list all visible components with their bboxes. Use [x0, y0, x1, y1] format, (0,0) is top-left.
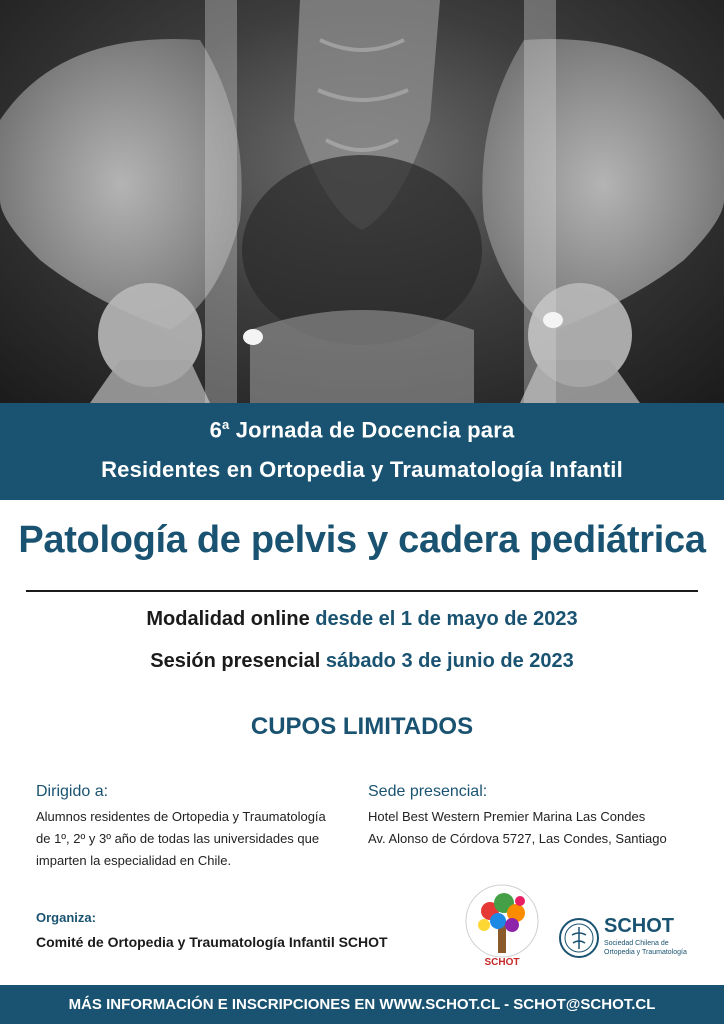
dirigido-line-1: Alumnos residentes de Ortopedia y Traumatología: [36, 809, 326, 824]
edition-number: 6: [209, 417, 222, 443]
dirigido-heading: Dirigido a:: [36, 783, 109, 800]
tree-logo-name: SCHOT: [484, 957, 520, 968]
title-divider: [26, 590, 698, 592]
dirigido-text: [36, 806, 336, 872]
footer-contact-bar: MÁS INFORMACIÓN E INSCRIPCIONES EN WWW.SCHOT.CL - SCHOT@SCHOT.CL: [0, 985, 724, 1024]
page-title: Patología de pelvis y cadera pediátrica: [18, 519, 706, 561]
modalidad-label: Modalidad online: [146, 608, 310, 630]
event-header-band: [0, 403, 724, 500]
event-audience-line: Residentes en Ortopedia y Traumatología Infantil: [101, 457, 623, 482]
sede-heading: Sede presencial:: [368, 783, 488, 800]
xray-illustration: [0, 0, 724, 403]
dirigido-line-3: imparten la especialidad en Chile.: [36, 853, 232, 868]
pelvis-xray-image: [0, 0, 724, 403]
edition-text: Jornada de Docencia para: [229, 417, 515, 443]
sesion-date: sábado 3 de junio de 2023: [325, 650, 574, 672]
schot-logo-subtitle: [604, 939, 696, 957]
schot-sub-line-1: Sociedad Chilena de: [604, 940, 669, 947]
sesion-label: Sesión presencial: [150, 650, 321, 672]
sede-line-1: Hotel Best Western Premier Marina Las Condes: [368, 809, 646, 824]
event-edition-line: [0, 417, 724, 443]
organiza-text: Comité de Ortopedia y Traumatología Infantil SCHOT: [36, 934, 388, 950]
dirigido-line-2: de 1º, 2º y 3º año de todas las universidades que: [36, 831, 320, 846]
schot-sub-line-2: Ortopedia y Traumatología: [604, 949, 687, 956]
modalidad-line: [0, 608, 724, 631]
sesion-line: [0, 650, 724, 673]
cupos-limitados-heading: CUPOS LIMITADOS: [250, 713, 474, 740]
schot-logo: [558, 915, 694, 963]
schot-logo-name: SCHOT: [604, 915, 674, 937]
modalidad-date: desde el 1 de mayo de 2023: [315, 608, 578, 630]
comite-tree-logo: [454, 881, 550, 973]
sede-line-2: Av. Alonso de Córdova 5727, Las Condes, Santiago: [368, 831, 667, 846]
schot-emblem-icon: [558, 917, 600, 959]
sede-text: [368, 806, 688, 850]
organiza-heading: Organiza:: [36, 910, 96, 925]
edition-ordinal: a: [222, 417, 230, 432]
